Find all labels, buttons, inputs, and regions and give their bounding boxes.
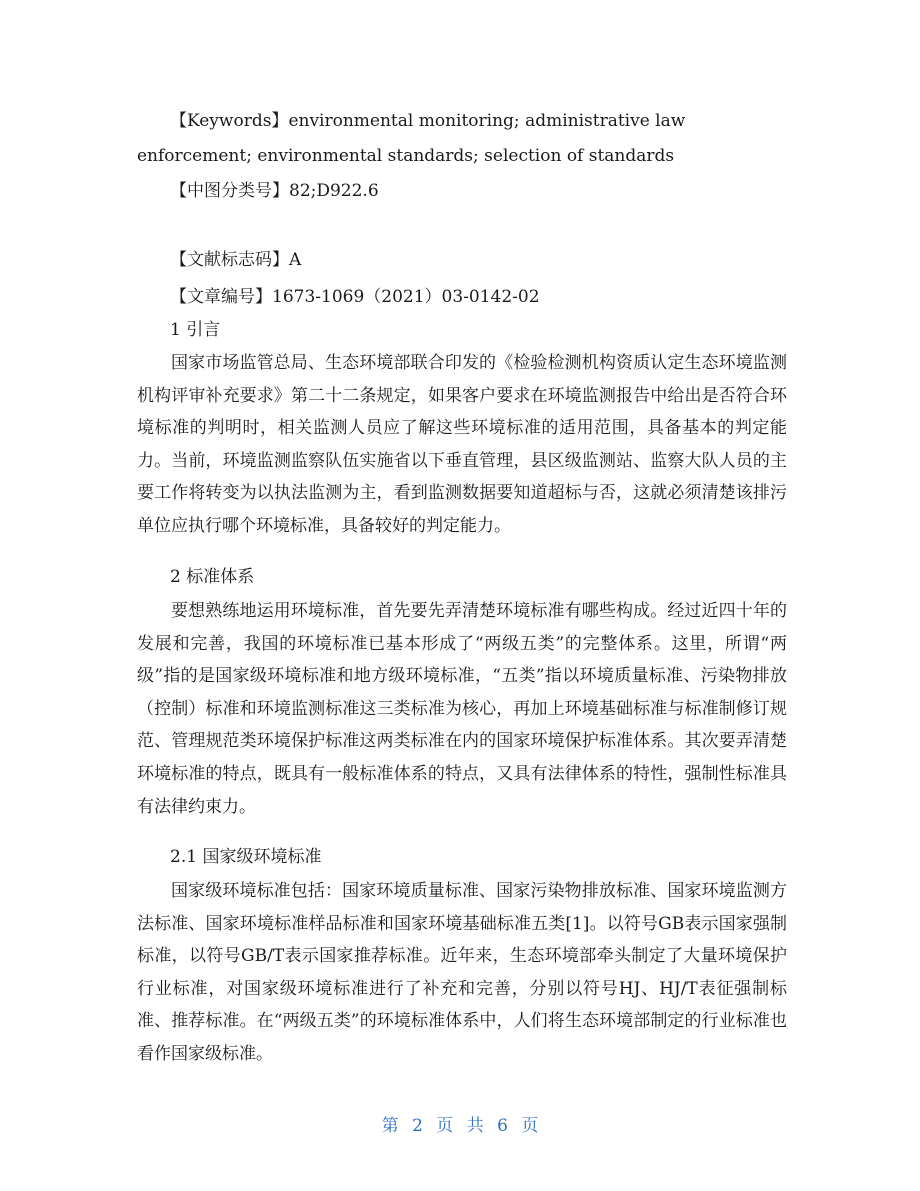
section-2-heading: 2 标准体系 — [170, 567, 255, 587]
clc-number: 【中图分类号】82;D922.6 — [170, 181, 379, 201]
document-code: 【文献标志码】A — [170, 250, 302, 270]
page-footer: 第 2 页 共 6 页 — [381, 1116, 539, 1136]
section-2-paragraph: 要想熟练地运用环境标准，首先要先弄清楚环境标准有哪些构成。经过近四十年的发展和完善，我国的环境标准已基本形成了“两级五类”的完整体系。这里，所谓“两级”指的是国家级环境标准和地方级环境标准，“五类”指以环境质量标准、污染物排放（控制）标准和环境监测标准这三类标准为核心，再加上环境基础标准与标准制修订规范、管理规范类环境保护标准这两类标准在内的国家环境保护标准体系。其次要弄清楚环境标准的特点，既具有一般标准体系的特点，又具有法律体系的特性，强制性标准具有法律约束力。 — [137, 601, 787, 817]
article-number: 【文章编号】1673-1069（2021）03-0142-02 — [170, 287, 540, 307]
section-1-heading: 1 引言 — [170, 320, 221, 340]
keywords-label: 【Keywords】 — [170, 111, 289, 131]
keywords-line-2: enforcement; environmental standards; selection of standards — [137, 146, 675, 166]
section-1-paragraph: 国家市场监管总局、生态环境部联合印发的《检验检测机构资质认定生态环境监测机构评审补充要求》第二十二条规定，如果客户要求在环境监测报告中给出是否符合环境标准的判明时，相关监测人员应了解这些环境标准的适用范围，具备基本的判定能力。当前，环境监测监察队伍实施省以下垂直管理，县区级监测站、监察大队人员的主要工作将转变为以执法监测为主，看到监测数据要知道超标与否，这就必须清楚该排污单位应执行哪个环境标准，具备较好的判定能力。 — [137, 353, 787, 536]
keywords-text-1: environmental monitoring; administrative law — [288, 111, 686, 131]
section-2-1-heading: 2.1 国家级环境标准 — [170, 847, 322, 867]
section-2-1-paragraph: 国家级环境标准包括：国家环境质量标准、国家污染物排放标准、国家环境监测方法标准、国家环境标准样品标准和国家环境基础标准五类[1]。以符号GB表示国家强制标准，以符号GB/T表示国家推荐标准。近年来，生态环境部牵头制定了大量环境保护行业标准，对国家级环境标准进行了补充和完善，分别以符号HJ、HJ/T表征强制标准、推荐标准。在“两级五类”的环境标准体系中，人们将生态环境部制定的行业标准也看作国家级标准。 — [137, 881, 787, 1064]
keywords-line-1 — [170, 110, 820, 132]
